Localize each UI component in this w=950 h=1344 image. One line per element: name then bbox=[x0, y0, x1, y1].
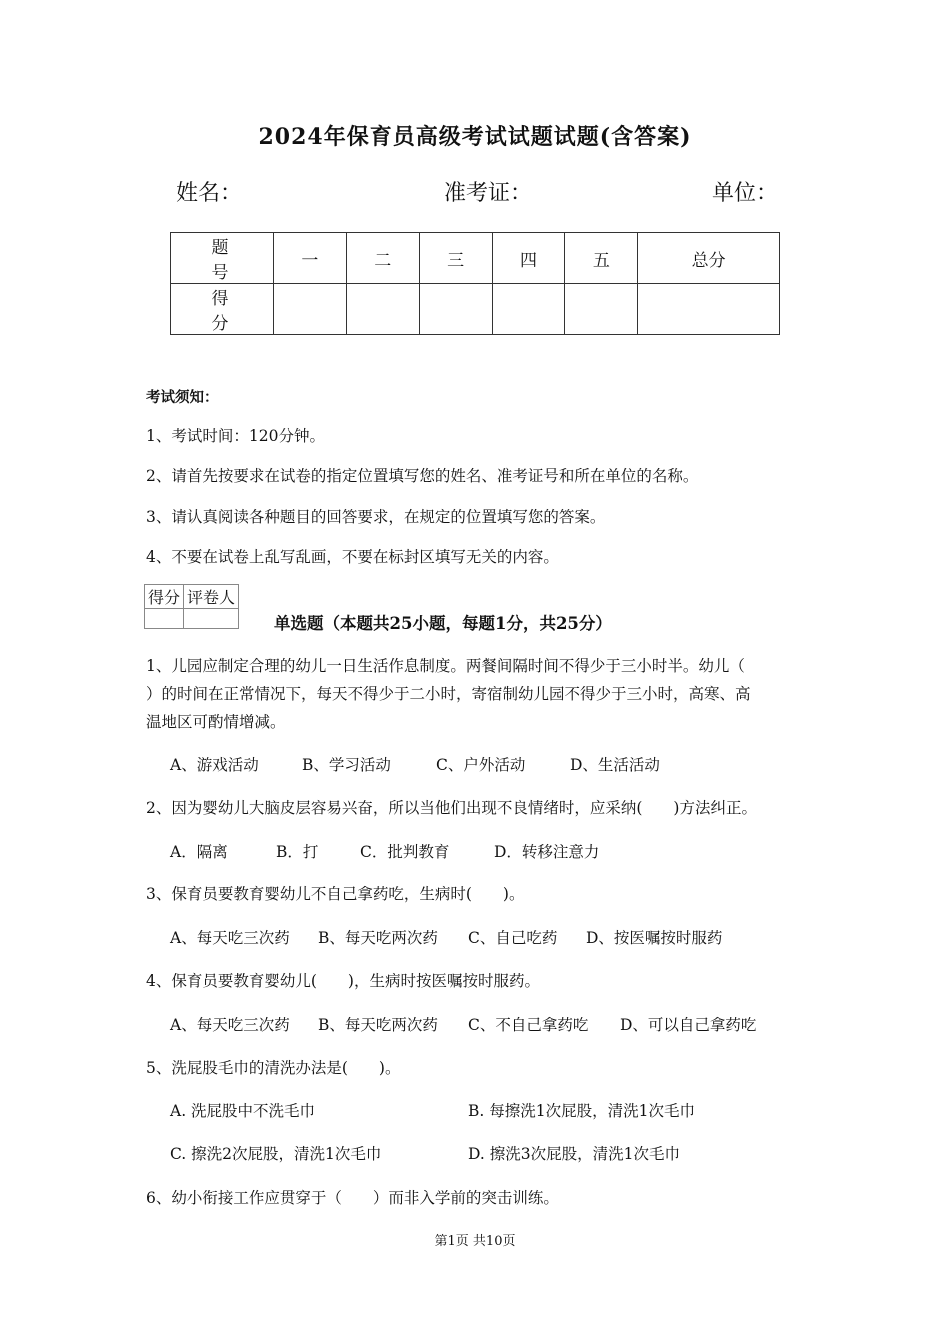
score-table-header-row bbox=[171, 233, 780, 284]
grader-name-label: 评卷人 bbox=[184, 585, 239, 609]
option-d[interactable]: D、按医嘱按时服药 bbox=[586, 929, 723, 947]
grader-name-cell[interactable] bbox=[184, 609, 239, 629]
score-entry-cell[interactable] bbox=[419, 284, 492, 335]
option-d[interactable]: D、可以自己拿药吃 bbox=[620, 1016, 757, 1034]
option-c[interactable]: C. 擦洗2次屁股，清洗1次毛巾 bbox=[170, 1145, 382, 1163]
score-table-cell: 四 bbox=[492, 233, 565, 284]
notice-item: 4、不要在试卷上乱写乱画，不要在标封区填写无关的内容。 bbox=[146, 548, 559, 566]
option-b[interactable]: B、每天吃两次药 bbox=[318, 929, 438, 947]
option-b[interactable]: B、每天吃两次药 bbox=[318, 1016, 438, 1034]
option-a[interactable]: A. 洗屁股中不洗毛巾 bbox=[170, 1102, 316, 1120]
score-table-score-row bbox=[171, 284, 780, 335]
option-a[interactable]: A、每天吃三次药 bbox=[170, 1016, 290, 1034]
page-title: 2024年保育员高级考试试题试题(含答案) bbox=[258, 124, 692, 150]
score-table-cell: 一 bbox=[274, 233, 347, 284]
question-text: 6、幼小衔接工作应贯穿于（ ）而非入学前的突击训练。 bbox=[146, 1189, 559, 1207]
option-a[interactable]: A、每天吃三次药 bbox=[170, 929, 290, 947]
score-table-cell: 题 号 bbox=[171, 233, 274, 284]
question-text: ）的时间在正常情况下，每天不得少于二小时，寄宿制幼儿园不得少于三小时，高寒、高 bbox=[146, 685, 751, 703]
score-table-cell: 总分 bbox=[638, 233, 780, 284]
score-table-cell: 三 bbox=[419, 233, 492, 284]
section-title: 单选题（本题共25小题，每题1分，共25分） bbox=[274, 614, 612, 633]
option-d[interactable]: D．转移注意力 bbox=[494, 843, 600, 861]
score-entry-cell[interactable] bbox=[346, 284, 419, 335]
score-table-cell: 得 分 bbox=[171, 284, 274, 335]
option-b[interactable]: B. 每擦洗1次屁股，清洗1次毛巾 bbox=[468, 1102, 695, 1120]
grader-score-label: 得分 bbox=[145, 585, 184, 609]
option-d[interactable]: D. 擦洗3次屁股，清洗1次毛巾 bbox=[468, 1145, 680, 1163]
notice-title: 考试须知： bbox=[146, 389, 219, 406]
notice-item: 2、请首先按要求在试卷的指定位置填写您的姓名、准考证号和所在单位的名称。 bbox=[146, 467, 699, 485]
score-entry-cell[interactable] bbox=[492, 284, 565, 335]
question-text: 3、保育员要教育婴幼儿不自己拿药吃，生病时( )。 bbox=[146, 885, 525, 903]
question-text: 5、洗屁股毛巾的清洗办法是( )。 bbox=[146, 1059, 401, 1077]
option-c[interactable]: C．批判教育 bbox=[360, 843, 450, 861]
option-b[interactable]: B．打 bbox=[276, 843, 319, 861]
option-c[interactable]: C、户外活动 bbox=[436, 756, 526, 774]
unit-field-label: 单位： bbox=[712, 181, 779, 206]
score-entry-cell[interactable] bbox=[638, 284, 780, 335]
question-text: 2、因为婴幼儿大脑皮层容易兴奋，所以当他们出现不良情绪时，应采纳( )方法纠正。 bbox=[146, 799, 757, 817]
question-text: 温地区可酌情增减。 bbox=[146, 713, 286, 731]
question-text: 4、保育员要教育婴幼儿( )，生病时按医嘱按时服药。 bbox=[146, 972, 540, 990]
score-table bbox=[170, 232, 780, 335]
grader-score-cell[interactable] bbox=[145, 609, 184, 629]
option-c[interactable]: C、自己吃药 bbox=[468, 929, 558, 947]
score-entry-cell[interactable] bbox=[565, 284, 638, 335]
score-table-cell: 二 bbox=[346, 233, 419, 284]
option-a[interactable]: A、游戏活动 bbox=[170, 756, 259, 774]
option-c[interactable]: C、不自己拿药吃 bbox=[468, 1016, 589, 1034]
name-field-label: 姓名： bbox=[176, 181, 243, 206]
question-text: 1、儿园应制定合理的幼儿一日生活作息制度。两餐间隔时间不得少于三小时半。幼儿（ bbox=[146, 657, 745, 675]
notice-item: 1、考试时间：120分钟。 bbox=[146, 427, 325, 445]
page-footer: 第1页 共10页 bbox=[434, 1234, 516, 1249]
grader-box bbox=[144, 584, 239, 629]
exam-number-field-label: 准考证： bbox=[444, 181, 533, 206]
option-b[interactable]: B、学习活动 bbox=[302, 756, 391, 774]
score-table-cell: 五 bbox=[565, 233, 638, 284]
option-d[interactable]: D、生活活动 bbox=[570, 756, 660, 774]
notice-item: 3、请认真阅读各种题目的回答要求，在规定的位置填写您的答案。 bbox=[146, 508, 606, 526]
option-a[interactable]: A．隔离 bbox=[170, 843, 228, 861]
